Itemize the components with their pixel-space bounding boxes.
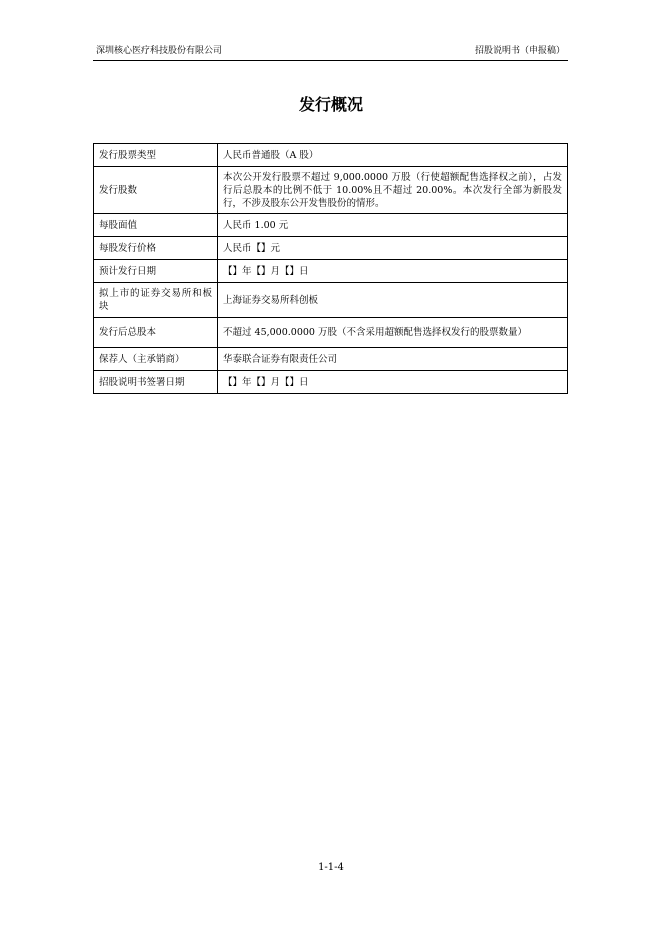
page-title: 发行概况: [298, 95, 363, 114]
header-document-type: 招股说明书（申报稿）: [474, 46, 565, 56]
page-number: 1-1-4: [318, 862, 344, 873]
row-label: 保荐人（主承销商）: [94, 348, 218, 371]
row-value: 本次公开发行股票不超过 9,000.0000 万股（行使超额配售选择权之前），占发行后总股本的比例不低于 10.00%且不超过 20.00%。本次发行全部为新股发行，不涉及股东公开发售股份的情形。: [218, 167, 568, 214]
row-label: 每股面值: [94, 214, 218, 237]
table-row: [94, 167, 568, 214]
table-row: [94, 371, 568, 394]
row-label: 预计发行日期: [94, 260, 218, 283]
page-header: [93, 44, 568, 61]
table-row: [94, 260, 568, 283]
table-row: [94, 144, 568, 167]
row-label: 拟上市的证券交易所和板块: [94, 283, 218, 318]
row-value: 华泰联合证券有限责任公司: [218, 348, 568, 371]
row-label: 招股说明书签署日期: [94, 371, 218, 394]
row-label: 每股发行价格: [94, 237, 218, 260]
header-company-name: 深圳核心医疗科技股份有限公司: [96, 46, 223, 56]
table-row: [94, 214, 568, 237]
row-value: 人民币普通股（A 股）: [218, 144, 568, 167]
row-value: 【】年【】月【】日: [218, 260, 568, 283]
table-row: [94, 348, 568, 371]
row-value: 【】年【】月【】日: [218, 371, 568, 394]
row-label: 发行后总股本: [94, 318, 218, 348]
row-label: 发行股票类型: [94, 144, 218, 167]
row-value: 人民币【】元: [218, 237, 568, 260]
table-row: [94, 318, 568, 348]
row-value: 不超过 45,000.0000 万股（不含采用超额配售选择权发行的股票数量）: [218, 318, 568, 348]
row-value: 人民币 1.00 元: [218, 214, 568, 237]
table-row: [94, 283, 568, 318]
offering-summary-table: [93, 143, 568, 394]
table-row: [94, 237, 568, 260]
row-label: 发行股数: [94, 167, 218, 214]
row-value: 上海证券交易所科创板: [218, 283, 568, 318]
